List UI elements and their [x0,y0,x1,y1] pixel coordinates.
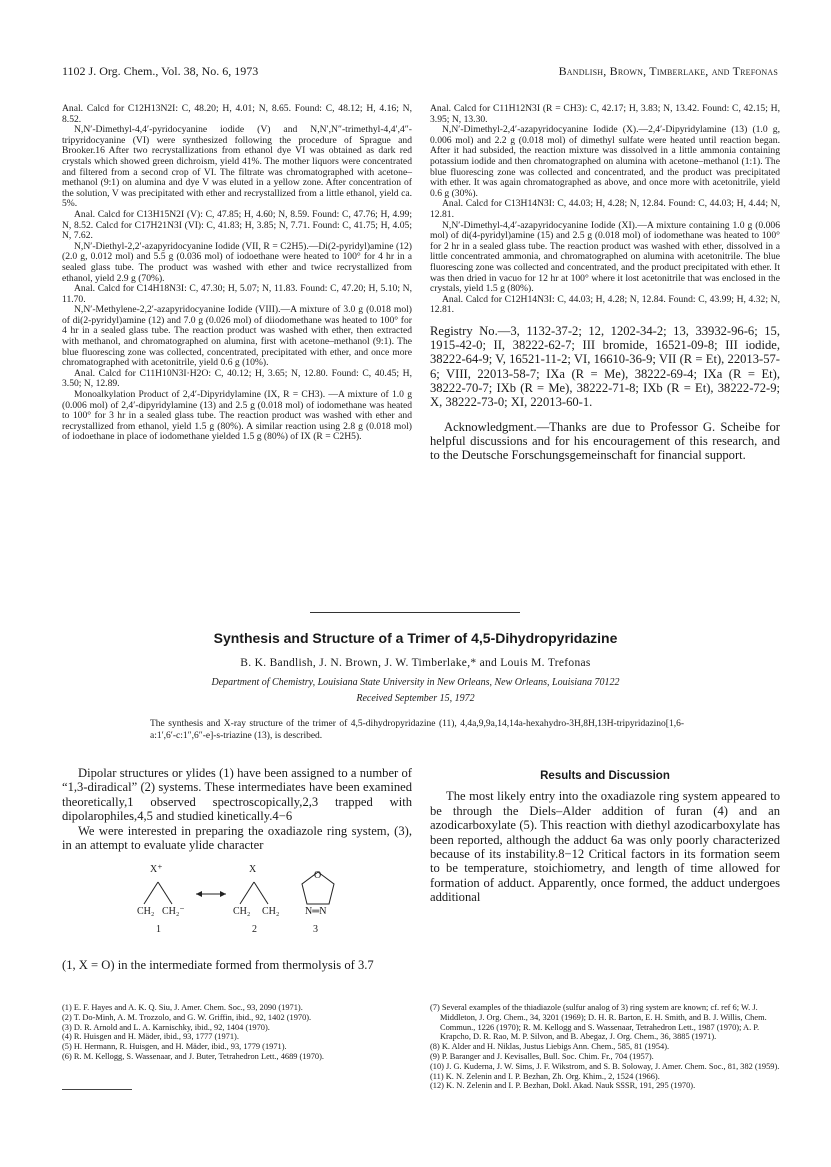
scheme-o: O [314,870,322,881]
scheme-label-3: 3 [313,924,318,935]
registry-numbers [430,324,780,410]
paragraph: Anal. Calcd for C11H12N3I (R = CH3): C, 42.17; H, 3.83; N, 13.42. Found: C, 42.15; H, 3.95; N, 13.30. [430,103,780,125]
paragraph: Anal. Calcd for C14H18N3I: C, 47.30; H, 5.07; N, 11.83. Found: C, 47.20; H, 5.10; N, 11.70. [62,283,412,305]
paragraph: Anal. Calcd for C13H14N3I: C, 44.03; H, 4.28; N, 12.84. Found: C, 44.03; H, 4.44; N, 12.81. [430,198,780,220]
scheme-x: X [249,864,257,875]
scheme-ch2-b: CH₂ [262,906,280,917]
scheme-ch2-minus: CH₂⁻ [162,906,185,917]
arrowhead-left [196,891,202,897]
reference-item: (5) H. Hermann, R. Huisgen, and H. Mäder, ibid., 93, 1779 (1971). [62,1042,287,1052]
scheme-label-1: 1 [156,924,161,935]
paragraph: Anal. Calcd for C12H14N3I: C, 44.03; H, 4.28; N, 12.84. Found: C, 43.99; H, 4.32; N, 12.81. [430,293,780,316]
running-head [62,64,778,80]
reference-item: (6) R. M. Kellogg, S. Wassenaar, and J. Buter, Tetrahedron Lett., 4689 (1970). [62,1051,324,1061]
registry-text: Registry No.—3, 1132-37-2; 12, 1202-34-2; 13, 33932-96-6; 15, 1915-42-0; II, 38222-62-7; III bromide, 16521-09-8; III iodide, 38222-64-9; V, 16521-11-2; VI, 16610-36-9; VII (R = Et), 22013-57-6; VIII, 22013-58-7; IXa (R = Me), 38222-69-4; IXa (R = Et), 38222-70-7; IXb (R = Me), 38222-71-8; IXb (R = Et), 38222-72-9; X, 38222-73-0; XI, 22013-60-1. [430,323,780,410]
paragraph: We were interested in preparing the oxadiazole ring system, (3), in an attempt to evaluate ylide character [62,823,412,853]
article-title: Synthesis and Structure of a Trimer of 4,5-Dihydropyridazine [213,630,618,646]
reference-item: (9) P. Baranger and J. Kevisalles, Bull. Soc. Chim. Fr., 704 (1957). [430,1051,654,1061]
reference-item: (2) T. Do-Minh, A. M. Trozzolo, and G. W. Griffin, ibid., 92, 1402 (1970). [62,1012,312,1022]
abstract: The synthesis and X-ray structure of the trimer of 4,5-dihydropyridazine (11), 4,4a,9,9a,14,14a-hexahydro-3H,8H,13H-tripyridazino[1,6-a:1′,6′-c:1″,6″-e]-s-triazine (13), is described. [150,719,684,741]
paragraph: N,N′-Dimethyl-2,4′-azapyridocyanine Iodide (X).—2,4′-Dipyridylamine (13) (1.0 g, 0.006 mol) and 2.2 g (0.018 mol) of dimethyl sulfate were heated until reaction began. After it had subsided, the reaction mixture was dissolved in a little ammonia containing potassium iodide and then chromatographed on alumina with acetone–methanol (1:1). The blue fluorescing zone was collected and concentrated, and the product was precipitated with ether. It was again chromatographed as above, and once more with acetonitrile, yield 0.6 g (30%). [430,124,780,199]
paragraph: The most likely entry into the oxadiazole ring system appeared to be through the Diels–Alder addition of furan (4) and an azodicarboxylate (5). This reaction with diethyl azodicarboxylate has been reported, although the adduct 6a was only poorly characterized because of its instability.8−12 Critical factors in its formation seem to be temperature, stoichiometry, and length of time allowed for formation of adduct. Apparently, once formed, the adduct undergoes additional [430,789,780,905]
bond-line [158,882,172,904]
bond-line [254,882,268,904]
arrowhead-right [220,891,226,897]
scheme-ch2-a: CH₂ [233,906,251,917]
paragraph: N,N′-Diethyl-2,2′-azapyridocyanine Iodide (VII, R = C2H5).—Di(2-pyridyl)amine (12) (2.0 g, 0.012 mol) and 5.5 g (0.036 mol) of iodoethane were heated to 100° for 4 hr in a sealed glass tube. The product was washed with ether and twice recrystallized from ethanol, yield 2.9 g (70%). [62,240,412,284]
bond-line [144,882,158,904]
right-column-experimental [430,104,780,463]
running-head-authors: Bandlish, Brown, Timberlake, and Trefonas [558,64,778,78]
scheme-ch2: CH₂ [137,906,155,917]
reference-item: (8) K. Alder and H. Niklas, Justus Liebigs Ann. Chem., 585, 81 (1954). [430,1042,670,1052]
references-right [430,1003,780,1091]
article-affiliation: Department of Chemistry, Louisiana State University in New Orleans, New Orleans, Louisiana 70122 [211,677,620,688]
paragraph: Anal. Calcd for C11H10N3I·H2O: C, 40.12; H, 3.65; N, 12.80. Found: C, 40.45; H, 3.50; N, 12.89. [62,367,412,390]
reference-item: (4) R. Huisgen and H. Mäder, ibid., 93, 1777 (1971). [62,1032,239,1042]
results-heading: Results and Discussion [540,770,670,782]
acknowledgment-text: Acknowledgment.—Thanks are due to Professor G. Scheibe for helpful discussions and for his encouragement of this research, and to the Deutsche Forschungsgemeinschaft for financial support. [430,419,780,463]
article-separator-rule [310,612,520,613]
article-authors: B. K. Bandlish, J. N. Brown, J. W. Timberlake,* and Louis M. Trefonas [240,657,591,669]
paragraph: N,N′-Dimethyl-4,4′-pyridocyanine iodide (V) and N,N′,N″-trimethyl-4,4′,4″-tripyridocyanine (VI) were synthesized following the procedure of Sprague and Brooker.16 After two recrystallizations from ethanol dye VI was obtained as dark red crystals which showed green dichroism, yield 41%. The mother liquors were concentrated and filtered from a second crop of VI. The filtrate was chromatographed with acetone–methanol (9:1) on alumina and dye V was eluted in a yellow zone. After concentration of the solution, V was precipitated with ether and recrystallized from a little ethanol, yield ca. 5%. [62,124,412,210]
paragraph: Dipolar structures or ylides (1) have been assigned to a number of “1,3-diradical” (2) systems. These intermediates have been examined theoretically,1 observed spectroscopically,2,3 trapped with dipolarophiles,4,5 and studied kinetically.4−6 [62,766,412,824]
scheme-label-2: 2 [252,924,257,935]
reference-item: (11) K. N. Zelenin and I. P. Bezhan, Zh. Org. Khim., 2, 1524 (1966). [430,1071,660,1081]
paragraph: Anal. Calcd for C12H13N2I: C, 48.20; H, 4.01; N, 8.65. Found: C, 48.12; H, 4.16; N, 8.52. [62,103,412,125]
page-journal-line: 1102 J. Org. Chem., Vol. 38, No. 6, 1973 [62,64,259,78]
reference-item: (12) K. N. Zelenin and I. P. Bezhan, Dokl. Akad. Nauk SSSR, 191, 295 (1970). [430,1081,696,1091]
paragraph: N,N′-Methylene-2,2′-azapyridocyanine Iodide (VIII).—A mixture of 3.0 g (0.018 mol) of di(2-pyridyl)amine (12) and 7.0 g (0.026 mol) of diiodomethane was heated to 100° for 4 hr in a sealed glass tube. The reaction product was washed with ether, then extracted with methanol, and chromatographed on alumina, first with acetone–methanol (9:1). The blue fluorescing zone was collected, concentrated, precipitated with ether, and once more chromatographed with acetonitrile, yield 0.6 g (10%). [62,304,412,369]
paragraph: Monoalkylation Product of 2,4′-Dipyridylamine (IX, R = CH3). —A mixture of 1.0 g (0.006 mol) of 2,4′-dipyridylamine (13) and 2.5 g (0.018 mol) of iodomethane was heated to 100° for 3 hr in a sealed glass tube. The reaction product was washed with ether and recrystallized from ethanol, yield 1.5 g (80%). A similar reaction using 2.8 g (0.018 mol) of iodoethane in place of iodomethane yielded 1.5 g (80%) of IX (R = C2H5). [62,389,412,443]
left-column-experimental [62,104,412,443]
reference-item: (10) J. G. Kuderna, J. W. Sims, J. F. Wikstrom, and S. B. Soloway, J. Amer. Chem. Soc., 81, 382 (1959). [430,1061,780,1071]
reference-item: (1) E. F. Hayes and A. K. Q. Siu, J. Amer. Chem. Soc., 93, 2090 (1971). [62,1003,303,1012]
paragraph: Anal. Calcd for C13H15N2I (V): C, 47.85; H, 4.60; N, 8.59. Found: C, 47.76; H, 4.99; N, 8.52. Calcd for C17H21N3I (VI): C, 41.83; H, 3.85; N, 7.71. Found: C, 41.75; H, 4.05; N, 7.62. [62,208,412,242]
paragraph: N,N′-Dimethyl-4,4′-azapyridocyanine Iodide (XI).—A mixture containing 1.0 g (0.006 mol) of di(4-pyridyl)amine (15) and 2.5 g (0.018 mol) of iodomethane was heated to 100° for 2 hr in a sealed glass tube. The reaction product was washed with ether, dissolved in a little concentrated ammonia, and chromatographed on alumina with acetonitrile. The blue fluorescing zone was collected and concentrated, and the product precipitated with ether. It was then dried in vacuo for 12 hr at 100° where it lost acetonitrile that was enclosed in the crystals, yield 1.5 g (80%). [430,219,780,295]
scheme-xplus: X⁺ [150,864,163,875]
scheme-nn: N═N [305,906,327,917]
reference-item: (7) Several examples of the thiadiazole (sulfur analog of 3) ring system are known; cf. ref 6; W. J. Middleton, J. Org. Chem., 34, 3201 (1969); D. H. R. Barton, E. H. Smith, and B. J. Willis, Chem. Commun., 1226 (1970); R. M. Kellogg and S. Wassenaar, Tetrahedron Lett., 1987 (1970); A. P. Krapcho, D. R. Rao, M. P. Silvon, and B. Abegaz, J. Org. Chem., 36, 3885 (1971). [430,1003,767,1042]
intro-continuation [62,958,412,972]
intro-column [62,766,412,852]
results-column [430,769,780,905]
received-date: Received September 15, 1972 [356,693,475,704]
reference-item: (3) D. R. Arnold and L. A. Karnischky, ibid., 92, 1404 (1970). [62,1022,270,1032]
footnote-rule [62,1089,132,1090]
bond-line [240,882,254,904]
acknowledgment [430,420,780,463]
references-left [62,1003,412,1062]
paragraph: (1, X = O) in the intermediate formed from thermolysis of 3.7 [62,958,374,972]
